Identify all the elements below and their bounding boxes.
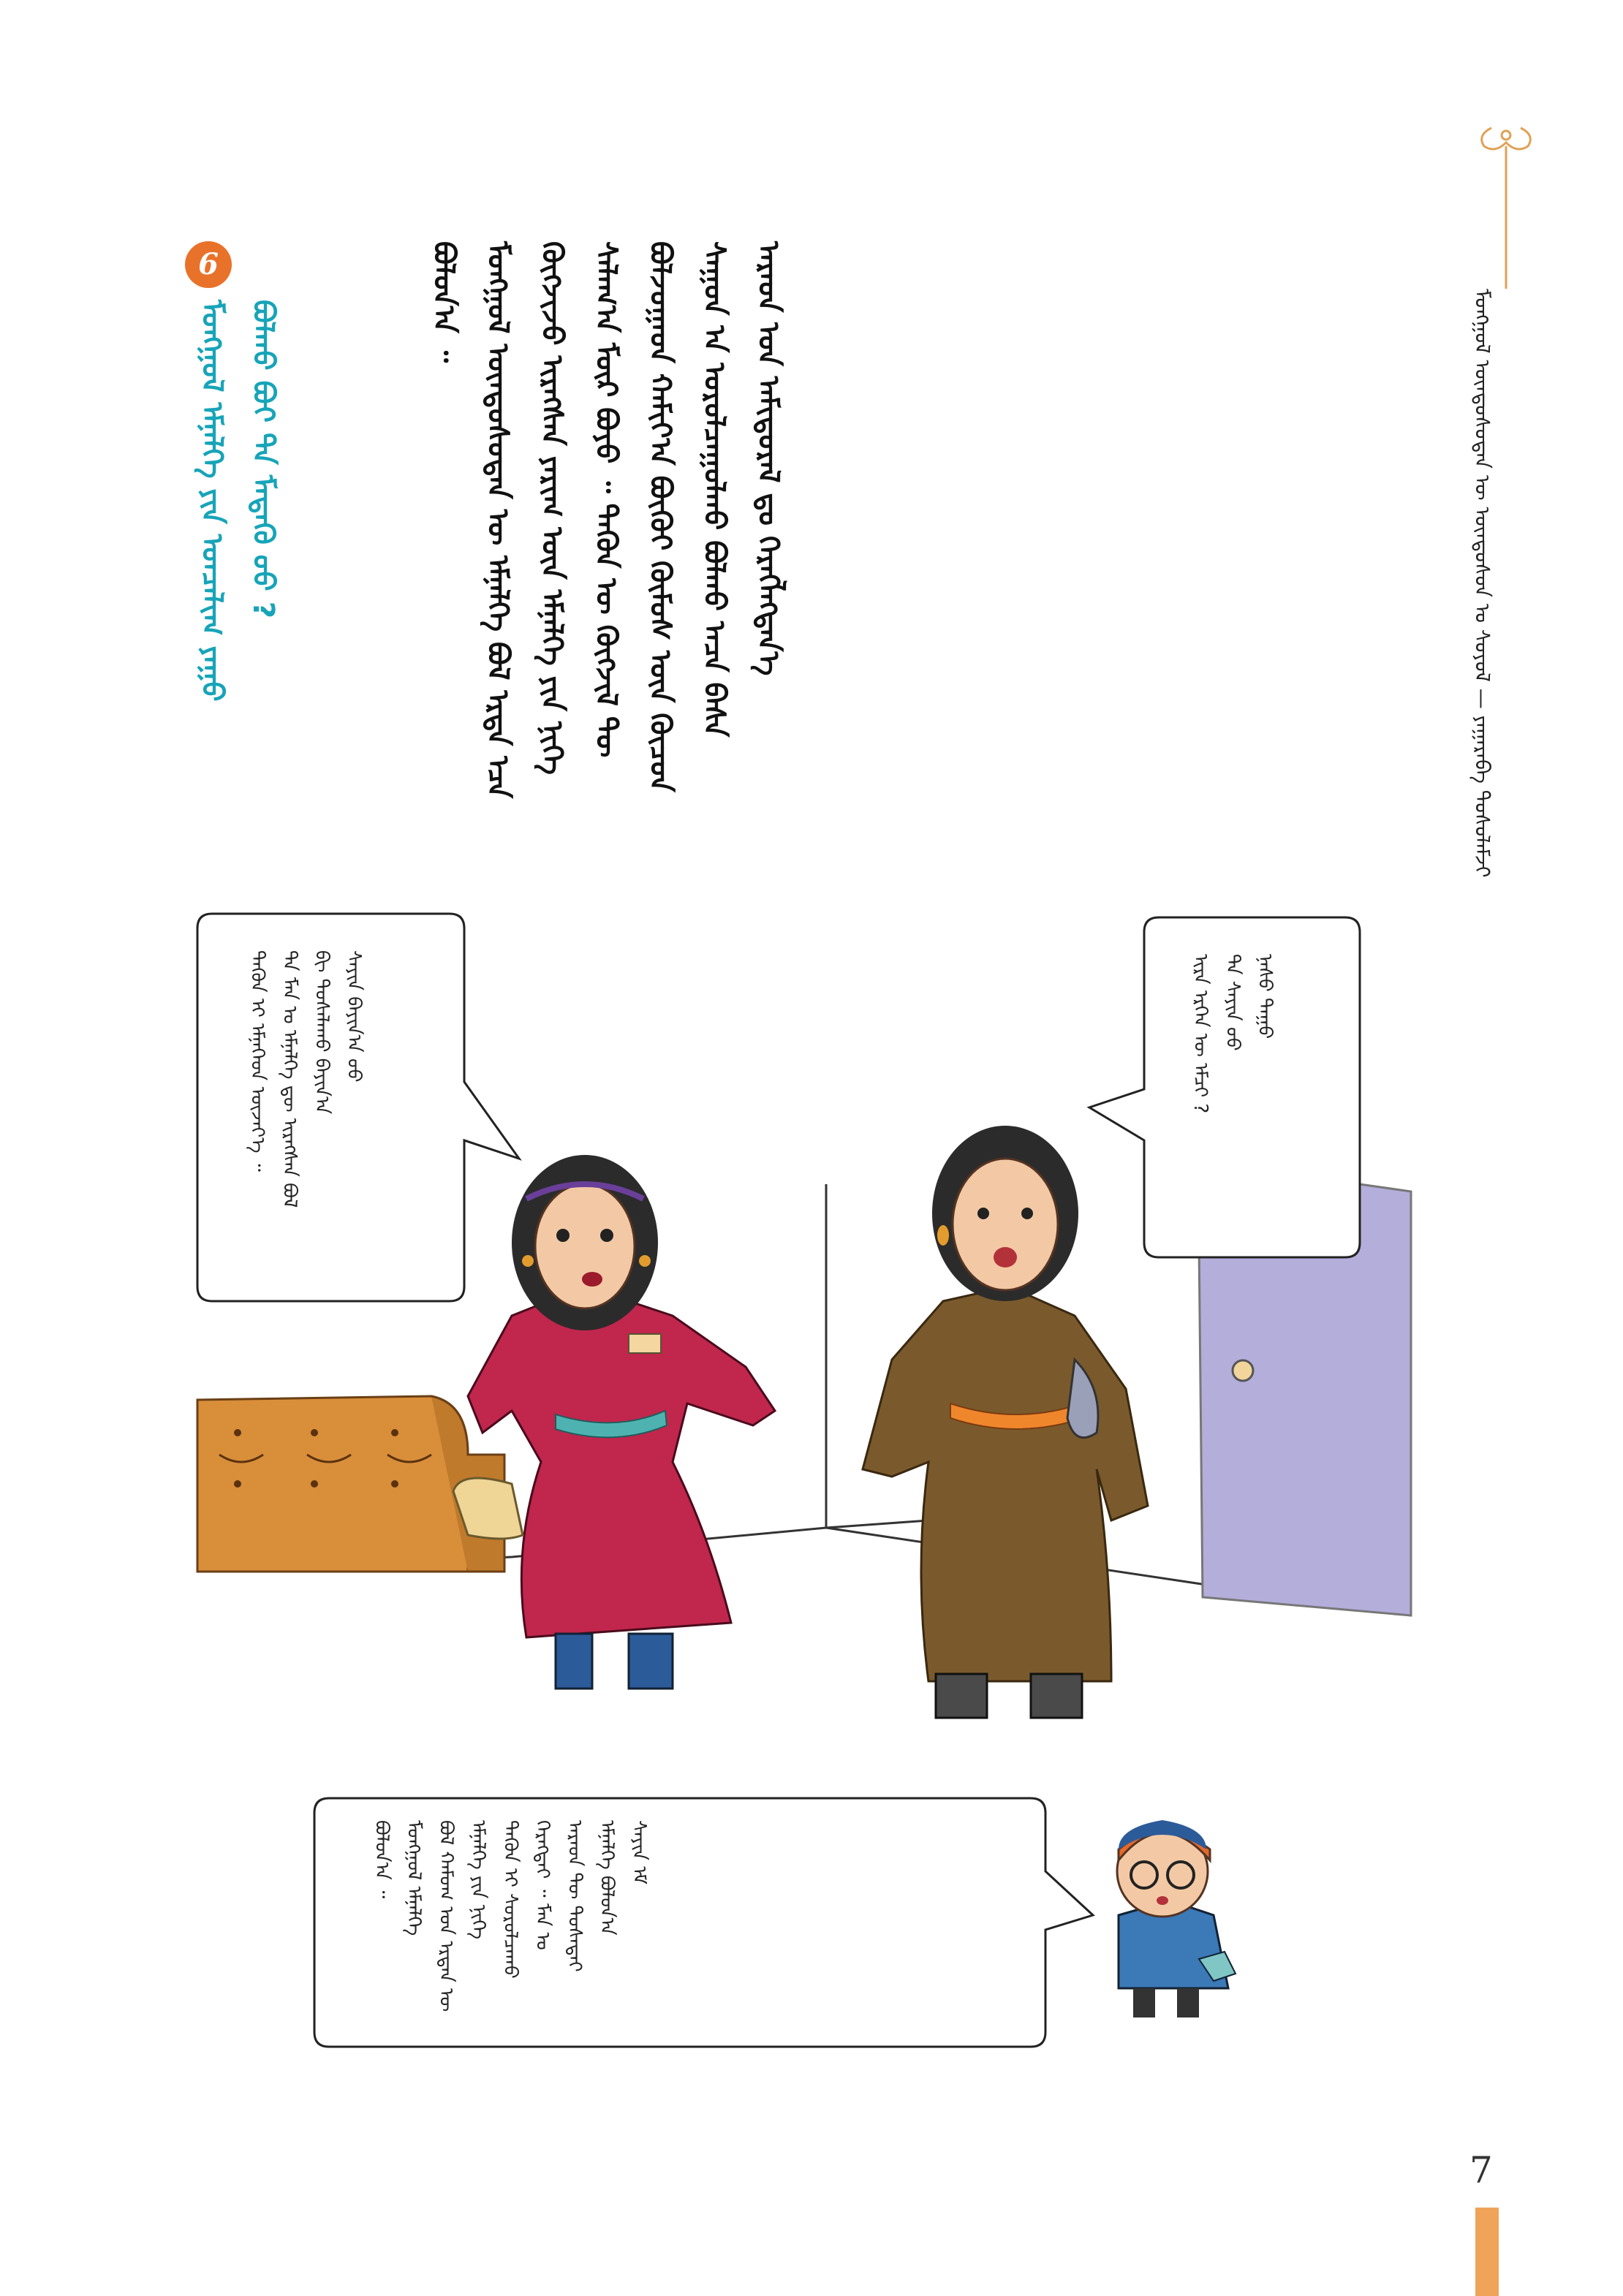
bubble-line: ᠰᠠᠶᠢᠨ ᠪᠠᠶᠢᠨ᠎ᠠ ᠤᠤ	[343, 950, 365, 1083]
body-line: ᠪᠣᠯᠵᠣᠭᠠᠳ ᠬᠠᠮᠢᠶ᠎ᠠ ᠪᠦᠬᠦᠢ ᠬᠥᠮᠦᠰ ᠦᠨ ᠬᠦᠴᠦᠨ	[643, 241, 677, 792]
question-line: ᠮᠣᠩᠭᠣᠯ ᠡᠮᠨᠡᠯᠭᠡ ᠶᠢᠨ ᠣᠨᠴᠠᠯᠢᠭ ᠶᠠᠭᠤ	[195, 300, 229, 702]
question-line: ᠪᠣᠯᠬᠤ ᠪᠣᠢ ᠲᠠ ᠮᠡᠳᠡᠬᠦ ᠦᠦ ?	[246, 300, 280, 618]
bubble-line: ᠲᠡᠭᠦᠨ ᠢ ᠡᠮᠨᠡᠭᠡᠳ ᠦᠵᠡᠶ᠎ᠡ ᠃	[246, 950, 268, 1172]
bubble-line: ᠲᠠ ᠮᠠᠨ ᠤ ᠡᠮᠨᠡᠯᠭᠡ ᠳᠦ ᠢᠷᠡᠭᠰᠡᠨ ᠪᠣᠯ	[279, 950, 300, 1208]
bubble-line: ᠡᠮᠨᠡᠯᠭᠡ ᠪᠣᠯᠤᠨ᠎ᠠ	[596, 1820, 618, 1936]
patient-woman	[863, 1126, 1148, 1718]
running-header: ᠮᠣᠩᠭᠣᠯ ᠦᠨᠳᠦᠰᠦᠲᠡᠨ ᠦ ᠦᠨᠳᠦᠰᠦᠨ ᠤ ᠰᠣᠶᠤᠯ — ᠶᠠᠭᠠᠷᠠᠪᠠ ᠳᠤᠰᠤᠯᠠᠮᠵᠢ	[1470, 289, 1494, 878]
ornament-icon	[1469, 121, 1543, 296]
question-text	[186, 300, 289, 826]
body-line: ᠰᠠᠭᠤᠨ ᠠ ᠤᠷᠤᠯᠴᠠᠭᠤᠯᠬᠤ ᠪᠣᠯᠬᠤ ᠠᠴᠠ ᠪᠠᠰᠠ	[697, 241, 731, 738]
body-line: ᠰᠠᠯᠠᠭ᠎ᠠ ᠮᠥᠷ ᠪᠤᠶᠤ ᠃ ᠲᠡᠭᠦᠨ ᠦ ᠬᠥᠭᠵᠢᠯ ᠲᠦ	[589, 241, 623, 758]
speech-bubble-doctor	[241, 950, 370, 1272]
bubble-line: ᠲᠡᠭᠦᠨ ᠢ ᠰᠤᠷᠤᠯᠴᠠᠬᠤ	[499, 1820, 521, 1979]
body-line: ᠠᠷᠠᠳ ᠤᠨ ᠠᠮᠢᠳᠤᠷᠠᠯ ᠳᠤ ᠬᠡᠷᠡᠭᠯᠡᠭᠳᠡᠨ᠎ᠡ	[752, 241, 785, 676]
bubble-line: ᠲᠠ ᠰᠠᠶᠢᠨ ᠤᠤ	[1222, 954, 1244, 1051]
bubble-line: ᠡᠮᠨᠡᠯᠭᠡ ᠶᠢᠨ ᠨᠢᠭᠡ	[467, 1820, 489, 1940]
body-paragraph	[417, 241, 795, 870]
page-tab	[1475, 2208, 1499, 2296]
bubble-line: ᠬᠡᠷᠡᠭᠲᠡᠢ ᠃ ᠮᠠᠨ ᠤ	[531, 1820, 553, 1950]
body-line: ᠮᠣᠩᠭᠣᠯ ᠦᠨᠳᠦᠰᠦᠲᠡᠨ ᠦ ᠡᠮᠨᠡᠯᠭᠡ ᠪᠣᠯ ᠡᠷᠲᠡ ᠡᠴᠡ	[481, 241, 515, 799]
bubble-line: ᠰᠠᠶᠢᠨ ᠡᠮ	[628, 1820, 650, 1884]
body-line: ᠬᠥᠭᠵᠢᠵᠦ ᠢᠷᠡᠭᠰᠡᠨ ᠶᠠᠷᠢᠭ ᠦᠨ ᠡᠮᠨᠡᠯᠭᠡ ᠶᠢᠨ ᠨᠢᠭᠡ	[535, 241, 569, 775]
page-number: 7	[1469, 2149, 1493, 2191]
bubble-line: ᠮᠣᠩᠭᠣᠯ ᠡᠮᠨᠡᠯᠭᠡ	[403, 1820, 425, 1936]
speech-bubble-patient	[1184, 954, 1281, 1232]
bubble-line: ᠪᠢ ᠳᠤᠰᠠᠯᠠᠬᠤ ᠪᠠᠶᠢᠨ᠎ᠠ	[311, 950, 333, 1115]
doctor-woman	[453, 1155, 775, 1689]
bubble-line: ᠪᠣᠯᠤᠨ᠎ᠠ ᠃	[371, 1820, 393, 1899]
bubble-line: ᠠᠷᠠᠳ ᠲᠦ ᠲᠤᠰᠠᠲᠠᠢ	[564, 1820, 586, 1972]
speech-bubble-child	[366, 1820, 655, 2039]
question-number-badge: 6	[185, 241, 232, 288]
bubble-line: ᠨᠠᠰᠤ ᠳᠠᠭᠤ	[1254, 954, 1276, 1039]
body-line: ᠪᠤᠯᠤᠨ᠎ᠠ ᠃	[427, 241, 461, 363]
bubble-line: ᠢᠷᠡ ᠡᠷᠭᠡᠨ ᠦ ᠡᠮᠴᠢ ?	[1189, 954, 1211, 1114]
bubble-line: ᠪᠣᠯ ᠬᠠᠮᠤᠭ ᠤᠨ ᠡᠷᠲᠡᠨ ᠦ	[435, 1820, 457, 2012]
child-character	[1117, 1820, 1236, 2017]
